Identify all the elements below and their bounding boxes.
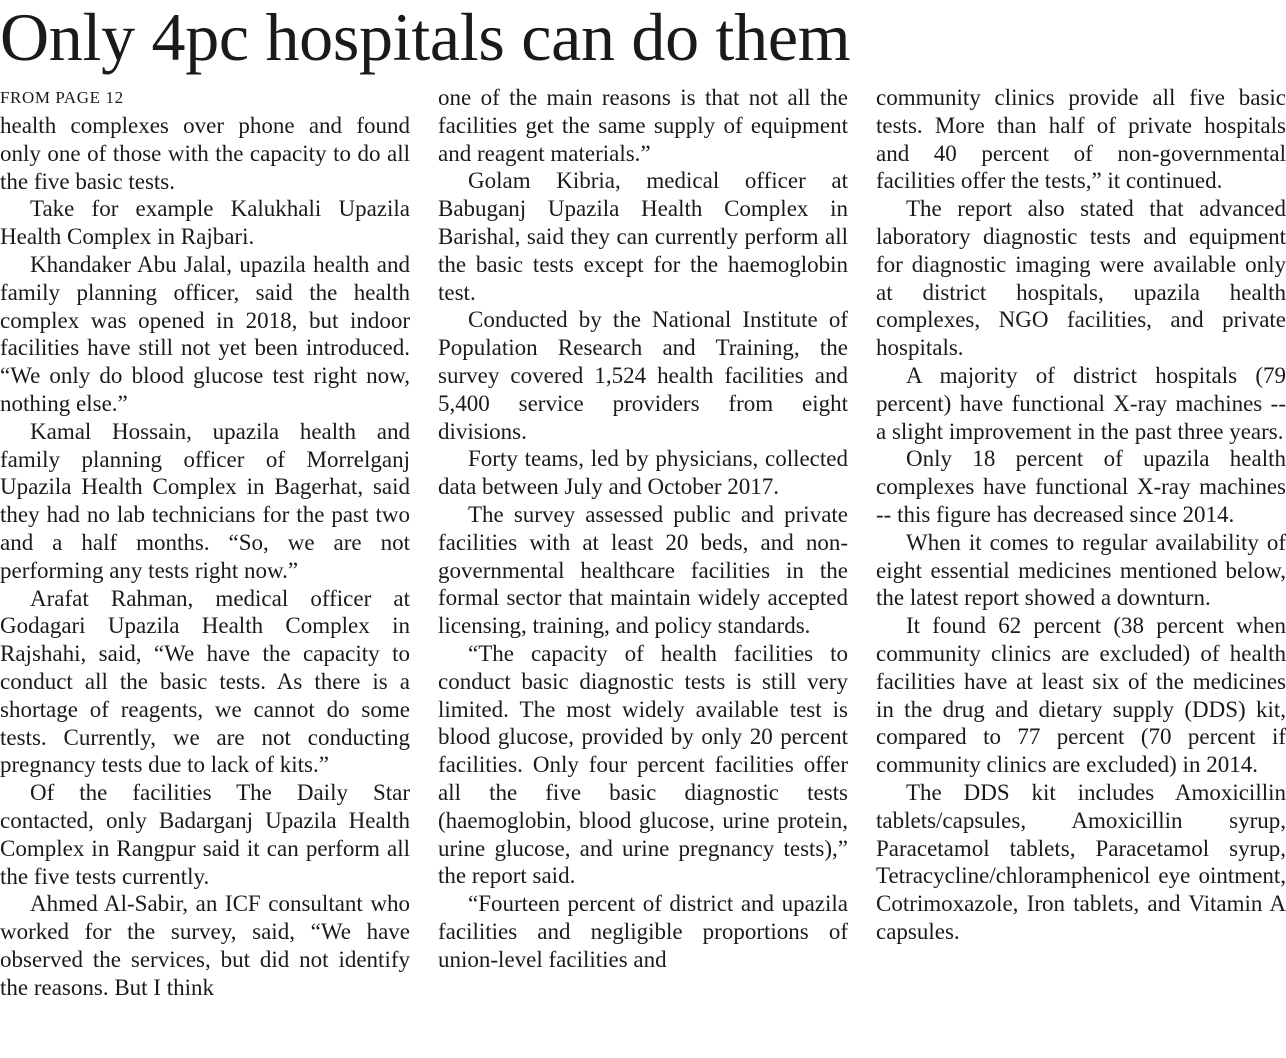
paragraph: community clinics provide all five basic tests. More than half of private hospitals and 40 percent of non-governmental facilities offer the tests,” it continued. bbox=[876, 85, 1286, 194]
article-column-2 bbox=[438, 84, 848, 1058]
article-column-1 bbox=[0, 84, 410, 1058]
paragraph: Khandaker Abu Jalal, upazila health and family planning officer, said the health complex was opened in 2018, but indoor facilities have still not yet been introduced. “We only do blood glucose test right now, nothing else.” bbox=[0, 251, 410, 416]
paragraph: It found 62 percent (38 percent when community clinics are excluded) of health facilities have at least six of the medicines in the drug and dietary supply (DDS) kit, compared to 77 percent (70 percent if community clinics are excluded) in 2014. bbox=[876, 613, 1286, 778]
paragraph: The DDS kit includes Amoxicillin tablets/capsules, Amoxicillin syrup, Paracetamol tablets, Paracetamol syrup, Tetracycline/chloramphenicol eye ointment, Cotrimoxazole, Iron tablets, and Vitamin A capsules. bbox=[876, 779, 1286, 944]
paragraph: Only 18 percent of upazila health complexes have functional X-ray machines -- this figure has decreased since 2014. bbox=[876, 446, 1286, 527]
paragraph: health complexes over phone and found only one of those with the capacity to do all the five basic tests. bbox=[0, 113, 410, 194]
paragraph: Forty teams, led by physicians, collected data between July and October 2017. bbox=[438, 446, 848, 500]
paragraph: Kamal Hossain, upazila health and family planning officer of Morrelganj Upazila Health Complex in Bagerhat, said they had no lab technicians for the past two and a half months. “So, we are not performing any tests right now.” bbox=[0, 418, 410, 583]
paragraph: When it comes to regular availability of eight essential medicines mentioned below, the latest report showed a downturn. bbox=[876, 529, 1286, 611]
paragraph: “The capacity of health facilities to conduct basic diagnostic tests is still very limited. The most widely available test is blood glucose, provided by only 20 percent facilities. Only four percent facilities offer all the five basic diagnostic tests (haemoglobin, blood glucose, urine protein, urine glucose, and urine pregnancy tests),” the report said. bbox=[438, 640, 848, 889]
headline: Only 4pc hospitals can do them bbox=[0, 0, 851, 75]
article-column-3 bbox=[876, 84, 1286, 1058]
paragraph: Golam Kibria, medical officer at Babuganj Upazila Health Complex in Barishal, said they can currently perform all the basic tests except for the haemoglobin test. bbox=[438, 168, 848, 305]
paragraph: A majority of district hospitals (79 percent) have functional X-ray machines -- a slight improvement in the past three years. bbox=[876, 362, 1286, 444]
paragraph: The report also stated that advanced laboratory diagnostic tests and equipment for diagnostic imaging were available only at district hospitals, upazila health complexes, NGO facilities, and private hospitals. bbox=[876, 196, 1286, 361]
paragraph: The survey assessed public and private facilities with at least 20 beds, and non-governmental healthcare facilities in the formal sector that maintain widely accepted licensing, training, and policy standards. bbox=[438, 501, 848, 639]
paragraph: Conducted by the National Institute of Population Research and Training, the survey covered 1,524 health facilities and 5,400 service providers from eight divisions. bbox=[438, 307, 848, 444]
paragraph: “Fourteen percent of district and upazila facilities and negligible proportions of union-level facilities and bbox=[438, 891, 848, 972]
jump-label: FROM PAGE 12 bbox=[0, 88, 124, 107]
paragraph: Take for example Kalukhali Upazila Health Complex in Rajbari. bbox=[0, 196, 410, 250]
paragraph: Arafat Rahman, medical officer at Godagari Upazila Health Complex in Rajshahi, said, “We have the capacity to conduct all the basic tests. As there is a shortage of reagents, we cannot do some tests. Currently, we are not conducting pregnancy tests due to lack of kits.” bbox=[0, 585, 410, 778]
paragraph: Ahmed Al-Sabir, an ICF consultant who worked for the survey, said, “We have observed the services, but did not identify the reasons. But I think bbox=[0, 891, 410, 1000]
paragraph: Of the facilities The Daily Star contacted, only Badarganj Upazila Health Complex in Rangpur said it can perform all the five tests currently. bbox=[0, 780, 410, 889]
paragraph: one of the main reasons is that not all the facilities get the same supply of equipment and reagent materials.” bbox=[438, 85, 848, 166]
